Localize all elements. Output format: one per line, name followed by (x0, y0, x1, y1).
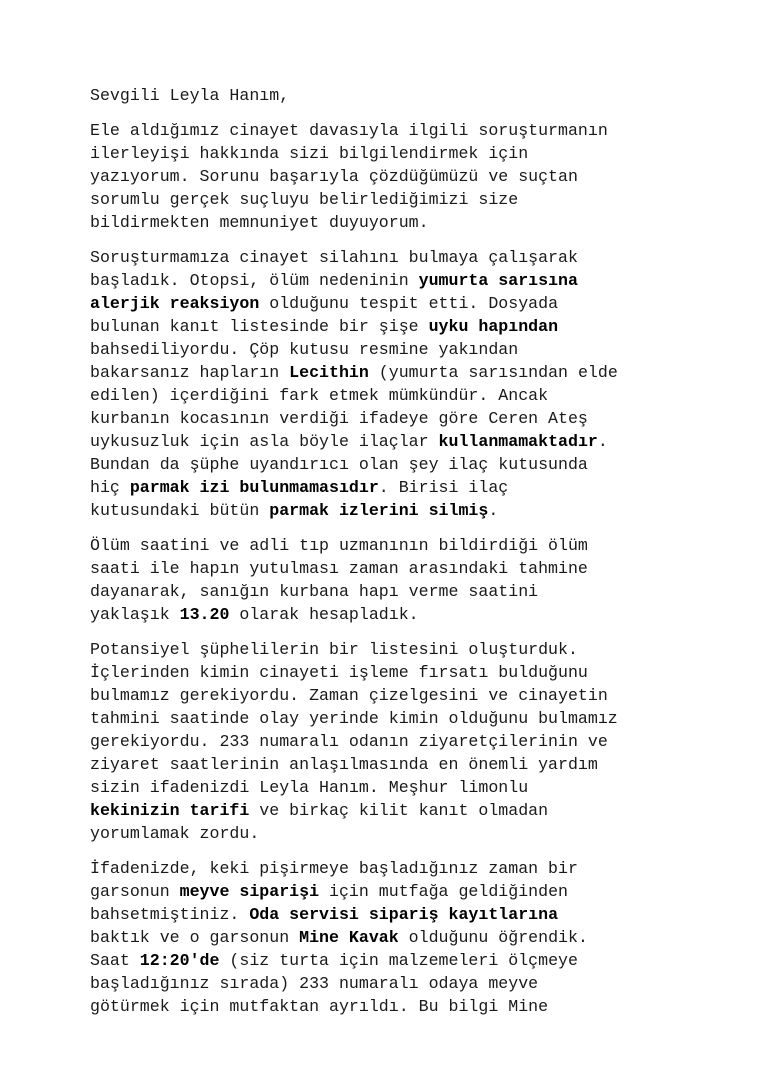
emphasized-text: parmak izi bulunmamasıdır (129, 478, 379, 497)
text-run: yorumlamak zordu. (90, 824, 260, 843)
text-run: başladık. Otopsi, ölüm nedeninin (90, 271, 419, 290)
text-run: bahsetmiştiniz. (90, 905, 250, 924)
emphasized-text: parmak izlerini silmiş (269, 501, 489, 520)
text-run: baktık ve o garsonun (90, 928, 300, 947)
text-line (90, 142, 730, 165)
letter-paragraph (90, 857, 730, 1018)
text-run: saati ile hapın yutulması zaman arasındaki tahmine (90, 559, 588, 578)
text-line (90, 603, 730, 626)
text-line (90, 407, 730, 430)
text-line (90, 499, 730, 522)
text-line (90, 430, 730, 453)
text-line (90, 269, 730, 292)
text-line (90, 580, 730, 603)
text-line (90, 880, 730, 903)
text-run: edilen) içerdiğini fark etmek mümkündür. Ancak (90, 386, 549, 405)
text-run: hiç (90, 478, 130, 497)
text-line (90, 903, 730, 926)
emphasized-text: yumurta sarısına (418, 271, 578, 290)
text-line (90, 776, 730, 799)
text-run: sizin ifadenizdi Leyla Hanım. Meşhur limonlu (90, 778, 529, 797)
text-run: Ölüm saatini ve adli tıp uzmanının bildirdiği ölüm (90, 536, 588, 555)
text-run: . (488, 501, 499, 520)
text-run: ilerleyişi hakkında sizi bilgilendirmek için (90, 144, 529, 163)
text-run: olduğunu öğrendik. (398, 928, 588, 947)
text-run: (siz turta için malzemeleri ölçmeye (219, 951, 578, 970)
letter-paragraph (90, 638, 730, 845)
text-run: bildirmekten memnuniyet duyuyorum. (90, 213, 429, 232)
text-line (90, 476, 730, 499)
text-line (90, 211, 730, 234)
text-line (90, 338, 730, 361)
text-run: bakarsanız hapların (90, 363, 290, 382)
text-line (90, 315, 730, 338)
text-run: garsonun (90, 882, 180, 901)
letter-greeting: Sevgili Leyla Hanım, (90, 86, 290, 105)
text-line (90, 753, 730, 776)
text-line (90, 165, 730, 188)
text-run: sorumlu gerçek suçluyu belirlediğimizi size (90, 190, 519, 209)
text-run: ve birkaç kilit kanıt olmadan (249, 801, 549, 820)
text-line (90, 684, 730, 707)
text-run: gerekiyordu. 233 numaralı odanın ziyaretçilerinin ve (90, 732, 608, 751)
text-line (90, 730, 730, 753)
text-line (90, 361, 730, 384)
text-line (90, 972, 730, 995)
text-line (90, 188, 730, 211)
text-line (90, 661, 730, 684)
text-run: kurbanın kocasının verdiği ifadeye göre Ceren Ateş (90, 409, 588, 428)
emphasized-text: kekinizin tarifi (90, 801, 250, 820)
text-line (90, 995, 730, 1018)
emphasized-text: 13.20 (179, 605, 230, 624)
text-run: kutusundaki bütün (90, 501, 270, 520)
emphasized-text: meyve siparişi (179, 882, 320, 901)
text-line (90, 292, 730, 315)
text-run: götürmek için mutfaktan ayrıldı. Bu bilgi Mine (90, 997, 549, 1016)
text-line (90, 119, 730, 142)
emphasized-text: Mine Kavak (299, 928, 399, 947)
emphasized-text: uyku hapından (428, 317, 559, 336)
text-line (90, 926, 730, 949)
text-run: bulmamız gerekiyordu. Zaman çizelgesini ve cinayetin (90, 686, 608, 705)
text-run: uykusuzluk için asla böyle ilaçlar (90, 432, 439, 451)
text-run: İçlerinden kimin cinayeti işleme fırsatı bulduğunu (90, 663, 588, 682)
text-run: tahmini saatinde olay yerinde kimin olduğunu bulmamız (90, 709, 618, 728)
letter-paragraph (90, 246, 730, 522)
text-run: . (597, 432, 608, 451)
text-run: yaklaşık (90, 605, 180, 624)
text-line (90, 638, 730, 661)
text-run: yazıyorum. Sorunu başarıyla çözdüğümüzü ve suçtan (90, 167, 578, 186)
text-run: dayanarak, sanığın kurbana hapı verme saatini (90, 582, 539, 601)
text-line (90, 949, 730, 972)
text-line (90, 822, 730, 845)
emphasized-text: kullanmamaktadır (438, 432, 598, 451)
text-line (90, 246, 730, 269)
text-run: Saat (90, 951, 140, 970)
emphasized-text: alerjik reaksiyon (90, 294, 260, 313)
text-line (90, 453, 730, 476)
text-run: için mutfağa geldiğinden (319, 882, 568, 901)
emphasized-text: Oda servisi sipariş kayıtlarına (249, 905, 559, 924)
text-run: . Birisi ilaç (378, 478, 509, 497)
text-run: olarak hesapladık. (229, 605, 419, 624)
text-run: (yumurta sarısından elde (368, 363, 618, 382)
letter-paragraph (90, 534, 730, 626)
letter-paragraphs (90, 119, 730, 1018)
text-run: Bundan da şüphe uyandırıcı olan şey ilaç kutusunda (90, 455, 588, 474)
emphasized-text: 12:20'de (139, 951, 220, 970)
text-run: Soruşturmamıza cinayet silahını bulmaya çalışarak (90, 248, 578, 267)
text-line (90, 857, 730, 880)
letter-paragraph (90, 119, 730, 234)
text-line (90, 707, 730, 730)
text-run: ziyaret saatlerinin anlaşılmasında en önemli yardım (90, 755, 598, 774)
text-line (90, 384, 730, 407)
letter-body (90, 84, 730, 1030)
text-run: bahsediliyordu. Çöp kutusu resmine yakından (90, 340, 519, 359)
text-run: olduğunu tespit etti. Dosyada (259, 294, 559, 313)
text-run: Potansiyel şüphelilerin bir listesini oluşturduk. (90, 640, 578, 659)
text-line (90, 534, 730, 557)
text-run: bulunan kanıt listesinde bir şişe (90, 317, 429, 336)
text-run: İfadenizde, keki pişirmeye başladığınız zaman bir (90, 859, 578, 878)
text-line (90, 557, 730, 580)
emphasized-text: Lecithin (289, 363, 369, 382)
text-run: başladığınız sırada) 233 numaralı odaya meyve (90, 974, 539, 993)
text-line (90, 799, 730, 822)
text-run: Ele aldığımız cinayet davasıyla ilgili soruşturmanın (90, 121, 608, 140)
